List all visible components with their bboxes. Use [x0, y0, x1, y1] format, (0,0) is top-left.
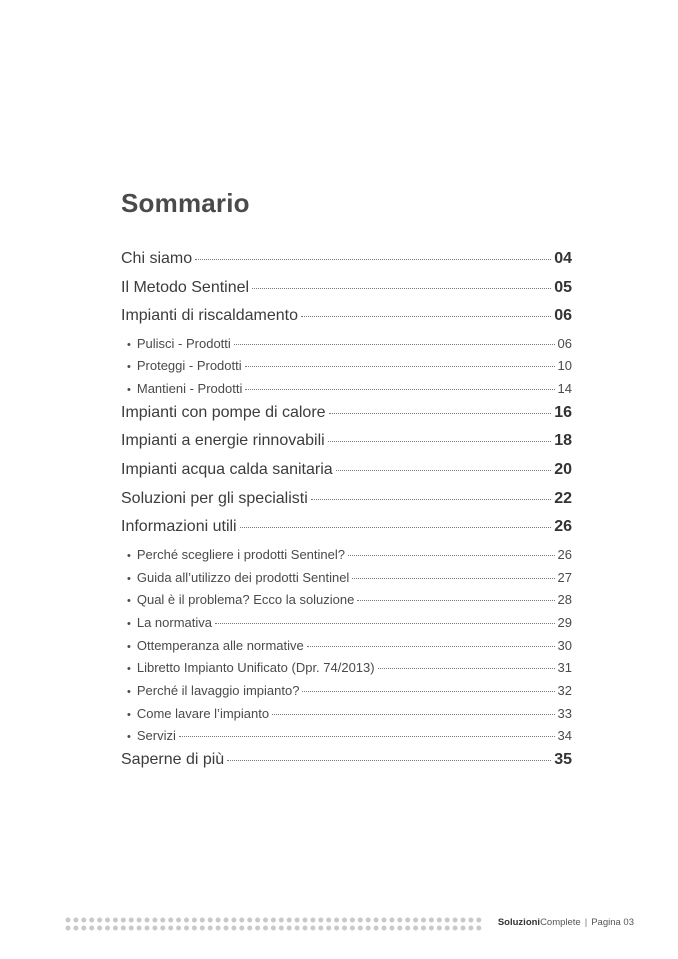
toc-entry-label: Informazioni utili [121, 518, 237, 536]
toc-subentry[interactable] [121, 336, 572, 359]
bullet-icon: • [127, 731, 131, 744]
bullet-icon: • [127, 640, 131, 653]
dot-leader [245, 389, 554, 390]
toc-subentry[interactable] [121, 683, 572, 706]
toc-entry-page: 34 [557, 728, 572, 744]
toc-entry-page: 29 [557, 614, 572, 630]
dot-leader [301, 316, 551, 317]
bullet-icon: • [127, 595, 131, 608]
toc-subentry[interactable] [121, 728, 572, 751]
toc-entry-page: 06 [554, 307, 572, 325]
toc-entry-label: La normativa [136, 614, 213, 630]
toc-entry-page: 26 [557, 546, 572, 562]
toc-entry-label: Mantieni - Prodotti [136, 381, 243, 397]
dot-leader [234, 344, 555, 345]
toc-subentry[interactable] [121, 381, 572, 404]
toc-entry-page: 31 [557, 660, 572, 676]
toc-entry[interactable] [121, 751, 572, 780]
toc-entry-page: 26 [554, 518, 572, 536]
footer [498, 917, 634, 928]
footer-separator: | [584, 917, 588, 928]
toc-entry-label: Servizi [136, 728, 176, 744]
dot-leader [272, 714, 554, 715]
dot-leader [307, 646, 555, 647]
footer-page-label: Pagina 03 [591, 917, 634, 928]
toc-subentry[interactable] [121, 570, 572, 593]
toc-entry-label: Impianti di riscaldamento [121, 307, 298, 325]
toc-entry[interactable] [121, 279, 572, 308]
toc-entry-page: 06 [557, 335, 572, 351]
dot-leader [352, 578, 554, 579]
dot-leader [252, 288, 551, 289]
dot-leader [302, 691, 554, 692]
footer-dot-pattern [65, 917, 485, 933]
dot-leader [240, 527, 552, 528]
page-title: Sommario [121, 188, 250, 218]
toc-entry-label: Impianti con pompe di calore [121, 403, 326, 421]
bullet-icon: • [127, 384, 131, 397]
toc-entry-page: 35 [554, 751, 572, 768]
dot-leader [357, 600, 554, 601]
dot-leader [179, 736, 555, 737]
bullet-icon: • [127, 572, 131, 585]
toc-entry-page: 27 [557, 569, 572, 585]
toc-subentry[interactable] [121, 706, 572, 729]
toc-entry-label: Chi siamo [121, 250, 193, 267]
table-of-contents [121, 250, 572, 780]
toc-entry[interactable] [121, 404, 572, 433]
dot-leader [311, 499, 551, 500]
toc-entry[interactable] [121, 461, 572, 490]
toc-entry-label: Il Metodo Sentinel [121, 278, 250, 296]
toc-entry-page: 10 [557, 358, 572, 374]
bullet-icon: • [127, 338, 131, 351]
toc-entry-label: Saperne di più [121, 751, 225, 768]
bullet-icon: • [127, 361, 131, 374]
toc-entry-page: 30 [557, 637, 572, 653]
dot-leader [348, 555, 555, 556]
toc-entry-page: 32 [557, 682, 572, 698]
dot-leader [328, 441, 552, 442]
toc-entry[interactable] [121, 518, 572, 547]
bullet-icon: • [127, 708, 131, 721]
toc-entry[interactable] [121, 307, 572, 336]
toc-entry-page: 33 [557, 705, 572, 721]
toc-subentry[interactable] [121, 547, 572, 570]
toc-entry-label: Perché scegliere i prodotti Sentinel? [136, 546, 345, 562]
dot-leader [336, 470, 552, 471]
toc-entry-label: Proteggi - Prodotti [136, 358, 242, 374]
toc-entry-label: Perché il lavaggio impianto? [136, 682, 300, 698]
toc-entry-page: 28 [557, 592, 572, 608]
toc-entry-label: Pulisci - Prodotti [136, 335, 231, 351]
toc-entry-page: 05 [554, 278, 572, 296]
toc-subentry[interactable] [121, 660, 572, 683]
toc-entry[interactable] [121, 250, 572, 279]
dot-leader [195, 259, 551, 260]
toc-entry-label: Impianti a energie rinnovabili [121, 432, 325, 450]
toc-entry-label: Qual è il problema? Ecco la soluzione [136, 592, 355, 608]
bullet-icon: • [127, 663, 131, 676]
toc-entry-label: Soluzioni per gli specialisti [121, 489, 308, 507]
bullet-icon: • [127, 685, 131, 698]
dot-leader [245, 366, 555, 367]
dot-leader [378, 668, 555, 669]
dot-leader [329, 413, 552, 414]
toc-entry-page: 20 [554, 461, 572, 479]
toc-entry-page: 04 [554, 250, 572, 267]
footer-brand-rest: Complete [540, 917, 581, 928]
bullet-icon: • [127, 549, 131, 562]
toc-entry-label: Libretto Impianto Unificato (Dpr. 74/2013) [136, 660, 375, 676]
bullet-icon: • [127, 617, 131, 630]
toc-entry[interactable] [121, 490, 572, 519]
toc-entry-label: Ottemperanza alle normative [136, 637, 304, 653]
toc-entry-page: 18 [554, 432, 572, 450]
toc-entry-label: Guida all’utilizzo dei prodotti Sentinel [136, 569, 350, 585]
toc-entry-page: 14 [557, 381, 572, 397]
toc-entry-page: 22 [554, 489, 572, 507]
dot-leader [215, 623, 555, 624]
toc-entry-label: Impianti acqua calda sanitaria [121, 461, 333, 479]
footer-brand-bold: Soluzioni [497, 917, 541, 928]
toc-entry-label: Come lavare l’impianto [136, 705, 270, 721]
dot-leader [227, 760, 551, 761]
toc-subentry[interactable] [121, 638, 572, 661]
toc-subentry[interactable] [121, 592, 572, 615]
toc-subentry[interactable] [121, 358, 572, 381]
toc-entry-page: 16 [554, 403, 572, 421]
toc-subentry[interactable] [121, 615, 572, 638]
toc-entry[interactable] [121, 432, 572, 461]
